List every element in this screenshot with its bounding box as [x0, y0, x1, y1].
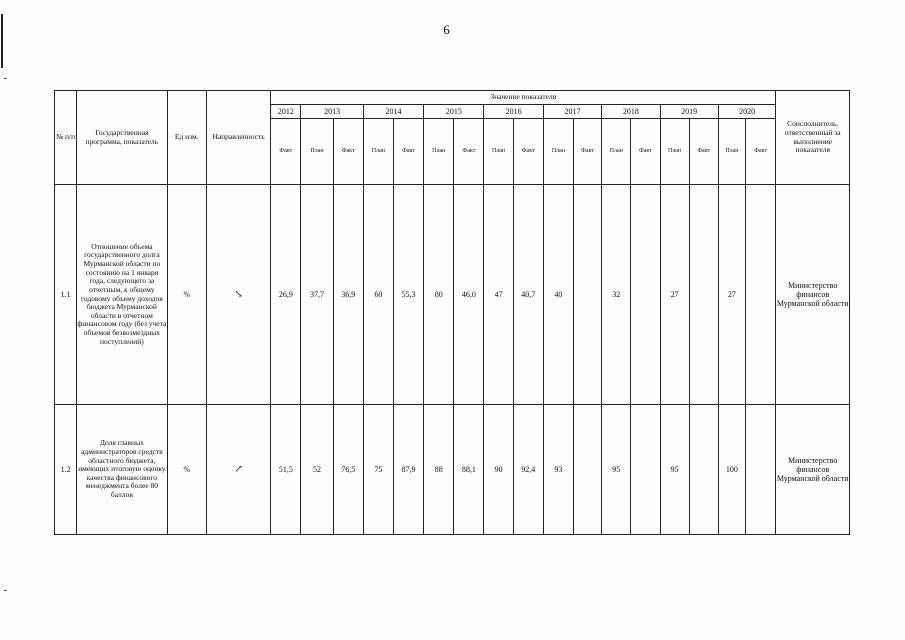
value-cell: 76,5 [333, 405, 363, 535]
responsible-executor: Министерство финансов Мурманской области [776, 185, 850, 405]
header-program: Государственная программа, показатель [77, 91, 168, 185]
value-cell: 75 [363, 405, 393, 535]
table-row [55, 405, 850, 535]
header-plan: План [301, 119, 333, 185]
header-fact: Факт [689, 119, 718, 185]
header-plan: План [718, 119, 745, 185]
header-fact: Факт [574, 119, 602, 185]
value-cell: 40,7 [513, 185, 543, 405]
header-year: 2012 [271, 105, 301, 119]
header-value-group: Значение показателя [271, 91, 776, 105]
header-year: 2018 [602, 105, 660, 119]
indicator-table [54, 90, 850, 535]
indicator-description: Отношение объема государственного долга Мурманской области по состоянию на 1 января года, следующего за отчетным, к общему годовому объему доходов бюджета Мурманской области в отчетном финансовом году (без учета объемов безвозмездных поступлений) [77, 185, 168, 405]
value-cell [631, 405, 660, 535]
value-cell: 93 [543, 405, 573, 535]
value-cell: 46,0 [454, 185, 484, 405]
value-cell [574, 185, 602, 405]
table-row [55, 185, 850, 405]
value-cell: 37,7 [301, 185, 333, 405]
value-cell: 27 [718, 185, 745, 405]
value-cell: 92,4 [513, 405, 543, 535]
header-direction: Направленность [206, 91, 270, 185]
header-unit: Ед изм. [167, 91, 206, 185]
header-fact: Факт [454, 119, 484, 185]
value-cell: 100 [718, 405, 745, 535]
header-year: 2014 [363, 105, 423, 119]
value-cell: 88 [424, 405, 454, 535]
value-cell [689, 185, 718, 405]
header-plan: План [363, 119, 393, 185]
value-cell: 60 [363, 185, 393, 405]
value-cell: 90 [484, 405, 513, 535]
indicator-unit: % [167, 405, 206, 535]
value-cell: 27 [660, 185, 689, 405]
header-plan: План [660, 119, 689, 185]
scan-speck [4, 590, 7, 591]
value-cell: 52 [301, 405, 333, 535]
value-cell [746, 405, 776, 535]
header-responsible: Соисполнитель, ответственный за выполнение показателя [776, 91, 850, 185]
header-num: № п/п [55, 91, 77, 185]
value-cell: 95 [660, 405, 689, 535]
row-number: 1.2 [55, 405, 77, 535]
header-fact: Факт [393, 119, 423, 185]
value-cell: 40 [543, 185, 573, 405]
page-number: 6 [443, 22, 450, 37]
header-fact: Факт [513, 119, 543, 185]
indicator-description: Доля главных администраторов средств областного бюджета, имеющих итоговую оценку качества финансового менеджмента более 80 баллов [77, 405, 168, 535]
arrow-up-right-icon: ↗ [206, 405, 270, 535]
header-year: 2017 [543, 105, 601, 119]
value-cell [689, 405, 718, 535]
header-plan: План [543, 119, 573, 185]
value-cell: 47 [484, 185, 513, 405]
header-year: 2013 [301, 105, 363, 119]
header-fact: Факт [333, 119, 363, 185]
header-plan: План [424, 119, 454, 185]
value-cell: 26,9 [271, 185, 301, 405]
header-plan: План [484, 119, 513, 185]
scan-speck [4, 78, 7, 79]
header-year: 2015 [424, 105, 484, 119]
value-cell [746, 185, 776, 405]
header-fact: Факт [631, 119, 660, 185]
header-plan: План [602, 119, 631, 185]
header-year: 2016 [484, 105, 543, 119]
value-cell [631, 185, 660, 405]
value-cell: 51,5 [271, 405, 301, 535]
value-cell: 55,3 [393, 185, 423, 405]
value-cell: 87,9 [393, 405, 423, 535]
value-cell: 88,1 [454, 405, 484, 535]
row-number: 1.1 [55, 185, 77, 405]
value-cell: 36,9 [333, 185, 363, 405]
value-cell [574, 405, 602, 535]
indicator-unit: % [167, 185, 206, 405]
responsible-executor: Министерство финансов Мурманской области [776, 405, 850, 535]
value-cell: 32 [602, 185, 631, 405]
header-fact: Факт [746, 119, 776, 185]
header-year: 2020 [718, 105, 776, 119]
value-cell: 80 [424, 185, 454, 405]
header-fact: Факт [271, 119, 301, 185]
arrow-down-right-icon: ↘ [206, 185, 270, 405]
header-year: 2019 [660, 105, 718, 119]
value-cell: 95 [602, 405, 631, 535]
